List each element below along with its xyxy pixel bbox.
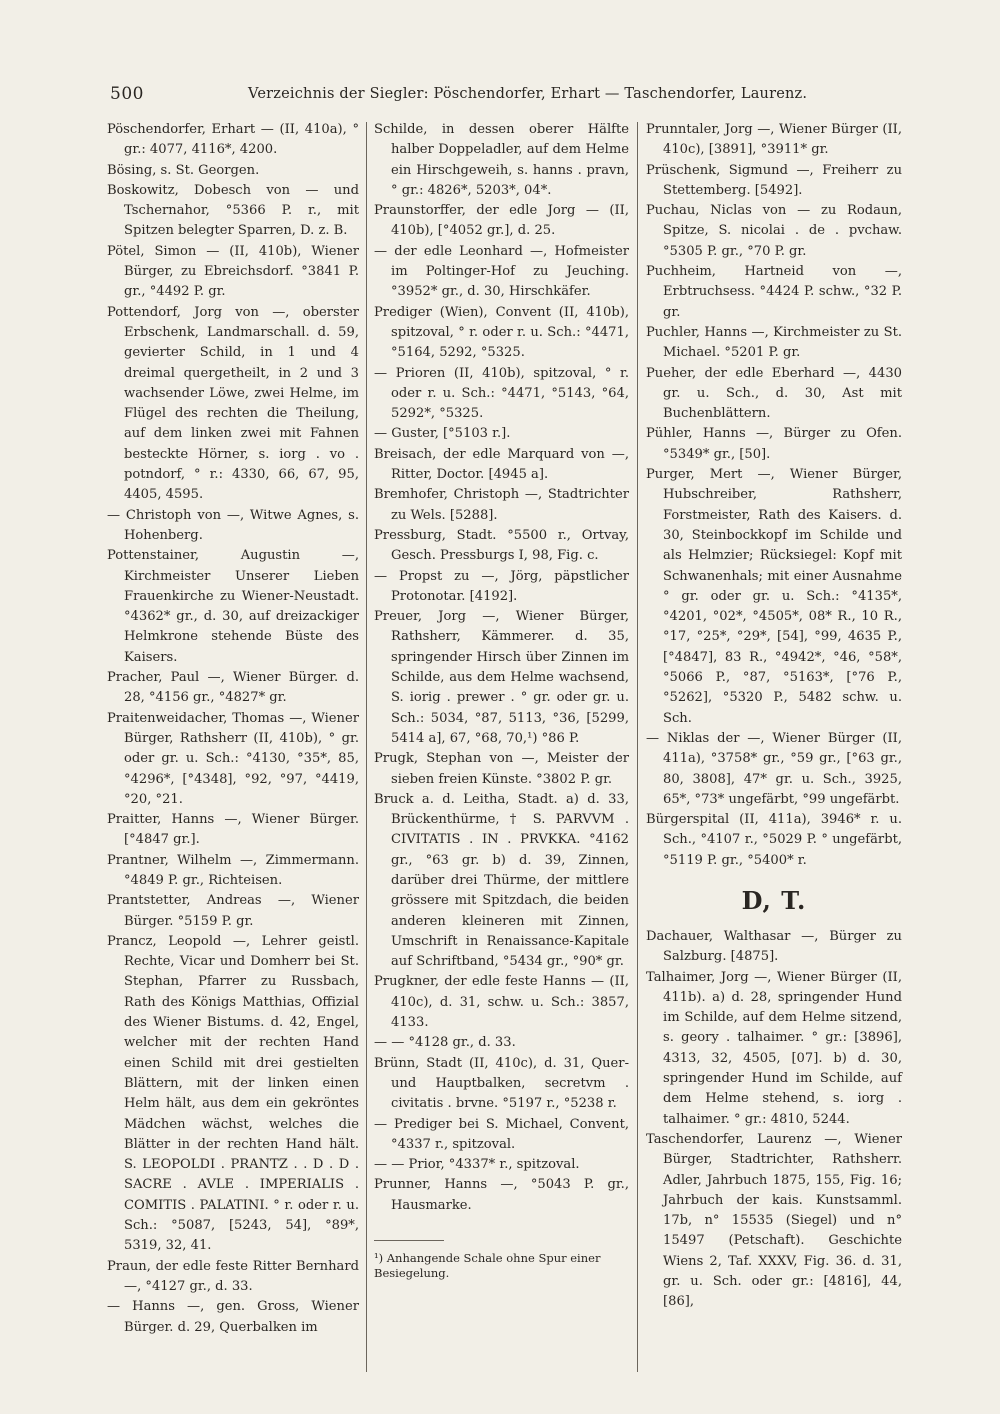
entry: Praitter, Hanns —, Wiener Bürger. [°4847 gr.].	[107, 812, 359, 848]
entry: Puchler, Hanns —, Kirchmeister zu St. Michael. °5201 P. gr.	[646, 324, 902, 361]
entry: Pottenstainer, Augustin —, Kirchmeister Unserer Lieben Frauenkirche zu Wiener-Neustadt. °4362* gr., d. 30, auf dreizackiger Helmkrone stehende Büste des Kaisers.	[107, 548, 359, 665]
entry: — — Prior, °4337* r., spitzoval.	[374, 1157, 580, 1173]
entry: Pressburg, Stadt. °5500 r., Ortvay, Gesch. Pressburgs I, 98, Fig. c.	[374, 527, 629, 564]
entry: Brünn, Stadt (II, 410c), d. 31, Quer- und Hauptbalken, secretvm . civitatis . brvne. °5197 r., °5238 r.	[374, 1055, 629, 1112]
entry: Pracher, Paul —, Wiener Bürger. d. 28, °4156 gr., °4827* gr.	[107, 670, 359, 706]
entry: — Propst zu —, Jörg, päpstlicher Protonotar. [4192].	[374, 568, 629, 604]
entry: Bürgerspital (II, 411a), 3946* r. u. Sch., °4107 r., °5029 P. ° ungefärbt, °5119 P. gr., °5400* r.	[646, 812, 902, 868]
entry: Prantstetter, Andreas —, Wiener Bürger. °5159 P. gr.	[107, 893, 359, 929]
entry: — Prioren (II, 410b), spitzoval, ° r. oder r. u. Sch.: °4471, °5143, °64, 5292*, °5325.	[374, 365, 629, 422]
entry: Breisach, der edle Marquard von —, Ritter, Doctor. [4945 a].	[374, 446, 629, 483]
entry: Pühler, Hanns —, Bürger zu Ofen. °5349* gr., [50].	[646, 426, 902, 462]
column-2	[374, 120, 629, 1281]
footnote: ¹) Anhangende Schale ohne Spur einer Besiegelung.	[374, 1251, 601, 1281]
entry: Prüschenk, Sigmund —, Freiherr zu Stettemberg. [5492].	[646, 162, 902, 198]
entry: Boskowitz, Dobesch von — und Tschernahor, °5366 P. r., mit Spitzen belegter Sparren, D. z. B.	[107, 182, 359, 239]
entry: Preuer, Jorg —, Wiener Bürger, Rathsherr, Kämmerer. d. 35, springender Hirsch über Zinnen im Schilde, aus dem Helme wachsend, S. iorig . prewer . ° gr. oder gr. u. Sch.: 5034, °87, 5113, °36, [5299, 5414 a], 67, °68, 70,¹) °86 P.	[374, 609, 629, 746]
entry: Taschendorfer, Laurenz —, Wiener Bürger, Stadtrichter, Rathsherr. Adler, Jahrbuch 1875, 155, Fig. 16; Jahrbuch der kais. Kunstsamml. 17b, n° 15535 (Siegel) und n° 15497 (Petschaft). Geschichte Wiens 2, Taf. XXXV, Fig. 36. d. 31, gr. u. Sch. oder gr.: [4816], 44, [86],	[646, 1131, 902, 1310]
entry: — Christoph von —, Witwe Agnes, s. Hohenberg.	[107, 507, 359, 543]
column-divider	[366, 122, 367, 1372]
entry: Prugkner, der edle feste Hanns — (II, 410c), d. 31, schw. u. Sch.: 3857, 4133.	[374, 974, 629, 1031]
entry: Dachauer, Walthasar —, Bürger zu Salzburg. [4875].	[646, 928, 902, 965]
entry: Pötel, Simon — (II, 410b), Wiener Bürger, zu Ebreichsdorf. °3841 P. gr., °4492 P. gr.	[107, 243, 359, 300]
entry: Prunntaler, Jorg —, Wiener Bürger (II, 410c), [3891], °3911* gr.	[646, 122, 902, 158]
entry: — Prediger bei S. Michael, Convent, °4337 r., spitzoval.	[374, 1116, 629, 1152]
entry: Talhaimer, Jorg —, Wiener Bürger (II, 411b). a) d. 28, springender Hund im Schilde, auf dem Helme sitzend, s. geory . talhaimer. ° gr.: [3896], 4313, 32, 4505, [07]. b) d. 30, springender Hund im Schilde, auf dem Helme stehend, s. iorg . talhaimer. ° gr.: 4810, 5244.	[646, 969, 902, 1127]
entry: Pottendorf, Jorg von —, oberster Erbschenk, Landmarschall. d. 59, gevierter Schild, in 1 und 4 dreimal quergetheilt, in 2 und 3 wachsender Löwe, zwei Helme, im Flügel des rechten die Theilung, auf dem linken zwei mit Fahnen besteckte Hörner, s. iorg . vo . potndorf, ° r.: 4330, 66, 67, 95, 4405, 4595.	[107, 304, 359, 503]
entry: Puchheim, Hartneid von —, Erbtruchsess. °4424 P. schw., °32 P. gr.	[646, 264, 902, 320]
entry: Bösing, s. St. Georgen.	[107, 162, 260, 178]
entry: Prugk, Stephan von —, Meister der sieben freien Künste. °3802 P. gr.	[374, 751, 629, 787]
entry: Puchau, Niclas von — zu Rodaun, Spitze, S. nicolai . de . pvchaw. °5305 P. gr., °70 P. gr.	[646, 203, 902, 259]
footnote-rule	[374, 1240, 444, 1241]
entry: Praun, der edle feste Ritter Bernhard —, °4127 gr., d. 33.	[107, 1258, 359, 1294]
page-header	[110, 84, 900, 108]
running-title: Verzeichnis der Siegler: Pöschendorfer, Erhart — Taschendorfer, Laurenz.	[248, 86, 808, 102]
entry: Pueher, der edle Eberhard —, 4430 gr. u. Sch., d. 30, Ast mit Buchenblättern.	[646, 365, 902, 422]
entry: — — °4128 gr., d. 33.	[374, 1035, 516, 1051]
page-number: 500	[110, 84, 144, 104]
entry: Pöschendorfer, Erhart — (II, 410a), ° gr.: 4077, 4116*, 4200.	[107, 122, 359, 158]
entry: Purger, Mert —, Wiener Bürger, Hubschreiber, Rathsherr, Forstmeister, Rath des Kaisers. d. 30, Steinbockkopf im Schilde und als Helmzier; Rücksiegel: Kopf mit Schwanenhals; mit einer Ausnahme ° gr. oder gr. u. Sch.: °4135*, °4201, °02*, °4505*, 08* R., 10 R., °17, °25*, °29*, [54], °99, 4635 P., [°4847], 83 R., °4942*, °46, °58*, °5066 P., °87, °5163*, [°76 P., °5262], °5320 P., 5482 schw. u. Sch.	[646, 467, 902, 726]
entry: Prantner, Wilhelm —, Zimmermann. °4849 P. gr., Richteisen.	[107, 852, 359, 888]
entry: Schilde, in dessen oberer Hälfte halber Doppeladler, auf dem Helme ein Hirschgeweih, s. hanns . pravn, ° gr.: 4826*, 5203*, 04*.	[374, 122, 629, 198]
column-1	[107, 120, 359, 1338]
entry: — der edle Leonhard —, Hofmeister im Poltinger-Hof zu Jeuching. °3952* gr., d. 30, Hirschkäfer.	[374, 243, 629, 300]
entry: Prancz, Leopold —, Lehrer geistl. Rechte, Vicar und Domherr bei St. Stephan, Pfarrer zu Russbach, Rath des Königs Matthias, Offizial des Wiener Bistums. d. 42, Engel, welcher mit der rechten Hand einen Schild mit drei gestielten Blättern, mit der linken einen Helm hält, aus dem ein gekröntes Mädchen wächst, welches die Blätter in der rechten Hand hält. S. LEOPOLDI . PRANTZ . . D . D . SACRE . AVLE . IMPERIALIS . COMITIS . PALATINI. ° r. oder r. u. Sch.: °5087, [5243, 54], °89*, 5319, 32, 41.	[107, 933, 359, 1254]
section-heading: D, T.	[741, 885, 807, 915]
entry: Praunstorffer, der edle Jorg — (II, 410b), [°4052 gr.], d. 25.	[374, 203, 629, 239]
column-3	[646, 120, 902, 1313]
entry: — Niklas der —, Wiener Bürger (II, 411a), °3758* gr., °59 gr., [°63 gr., 80, 3808], 47* gr. u. Sch., 3925, 65*, °73* ungefärbt, °99 ungefärbt.	[646, 730, 902, 807]
entry: Prunner, Hanns —, °5043 P. gr., Hausmarke.	[374, 1177, 629, 1213]
entry: — Hanns —, gen. Gross, Wiener Bürger. d. 29, Querbalken im	[107, 1299, 359, 1335]
entry: Bruck a. d. Leitha, Stadt. a) d. 33, Brückenthürme, † S. PARVVM . CIVITATIS . IN . PRVKKA. °4162 gr., °63 gr. b) d. 39, Zinnen, darüber drei Thürme, der mittlere grössere mit Spitzdach, die beiden anderen kleineren mit Zinnen, Umschrift in Renaissance-Kapitale auf Schriftband, °5434 gr., °90* gr.	[374, 791, 629, 970]
entry: Praitenweidacher, Thomas —, Wiener Bürger, Rathsherr (II, 410b), ° gr. oder gr. u. Sch.: °4130, °35*, 85, °4296*, [°4348], °92, °97, °4419, °20, °21.	[107, 710, 359, 807]
entry: — Guster, [°5103 r.].	[374, 426, 511, 442]
entry: Prediger (Wien), Convent (II, 410b), spitzoval, ° r. oder r. u. Sch.: °4471, °5164, 5292, °5325.	[374, 304, 629, 361]
column-divider	[637, 122, 638, 1372]
entry: Bremhofer, Christoph —, Stadtrichter zu Wels. [5288].	[374, 487, 629, 523]
